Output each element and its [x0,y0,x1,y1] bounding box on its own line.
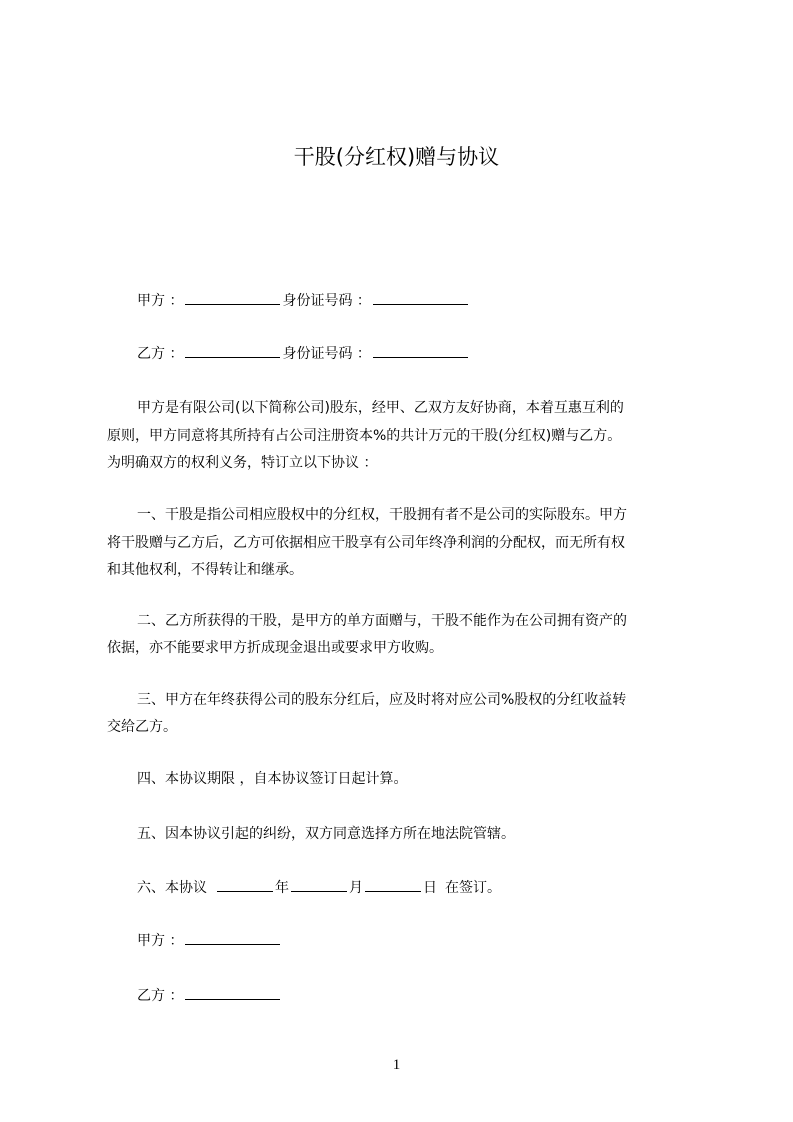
party-a-id-blank [373,290,468,305]
clause-4: 四、本协议期限 ，自本协议签订日起计算。 [137,771,408,787]
party-b-id-blank [373,343,468,358]
clause-1-line-1: 一、干股是指公司相应股权中的分红权，干股拥有者不是公司的实际股东。甲方 [137,507,627,523]
clause-2-line-1: 二、乙方所获得的干股，是甲方的单方面赠与，干股不能作为在公司拥有资产的 [137,613,627,629]
document-title: 干股(分红权)赠与协议 [293,145,500,169]
party-a-id-label: 身份证号码 ： [282,293,371,309]
signature-b-label: 乙方 ： [137,988,184,1004]
day-blank [365,877,421,892]
clause-1-line-2: 将干股赠与乙方后，乙方可依据相应干股享有公司年终净利润的分配权，而无所有权 [107,535,625,551]
year-label: 年 [275,880,289,896]
day-label: 日 [423,880,437,896]
clause-3-line-1: 三、甲方在年终获得公司的股东分红后，应及时将对应公司%股权的分红收益转 [137,692,627,708]
party-b-label: 乙方 ： [137,346,184,362]
clause-6-suffix: 在签订。 [445,880,501,896]
party-b-name-blank [185,343,280,358]
clause-6 [137,877,501,899]
party-a-line [137,290,470,312]
party-b-id-label: 身份证号码 ： [282,346,371,362]
signature-a-label: 甲方 ： [137,933,184,949]
preamble-line-2: 原则，甲方同意将其所持有占公司注册资本%的共计万元的干股(分红权)赠与乙方。 [107,428,622,444]
clause-5: 五、因本协议引起的纠纷，双方同意选择方所在地法院管辖。 [137,826,515,842]
month-label: 月 [349,880,363,896]
month-blank [291,877,347,892]
clause-2-line-2: 依据，亦不能要求甲方折成现金退出或要求甲方收购。 [107,640,443,656]
signature-a-blank [185,930,280,945]
signature-party-a [137,930,282,952]
signature-party-b [137,985,282,1007]
page-number: 1 [392,1057,401,1073]
party-a-label: 甲方 ： [137,293,184,309]
clause-6-prefix: 六、本协议 [137,880,207,896]
clause-1-line-3: 和其他权利，不得转让和继承。 [107,562,303,578]
preamble-line-1: 甲方是有限公司(以下简称公司)股东，经甲、乙双方友好协商，本着互惠互利的 [137,400,624,416]
preamble-line-3: 为明确双方的权利义务，特订立以下协议 ： [107,455,378,471]
party-a-name-blank [185,290,280,305]
year-blank [217,877,273,892]
party-b-line [137,343,470,365]
signature-b-blank [185,985,280,1000]
clause-3-line-2: 交给乙方。 [107,719,177,735]
